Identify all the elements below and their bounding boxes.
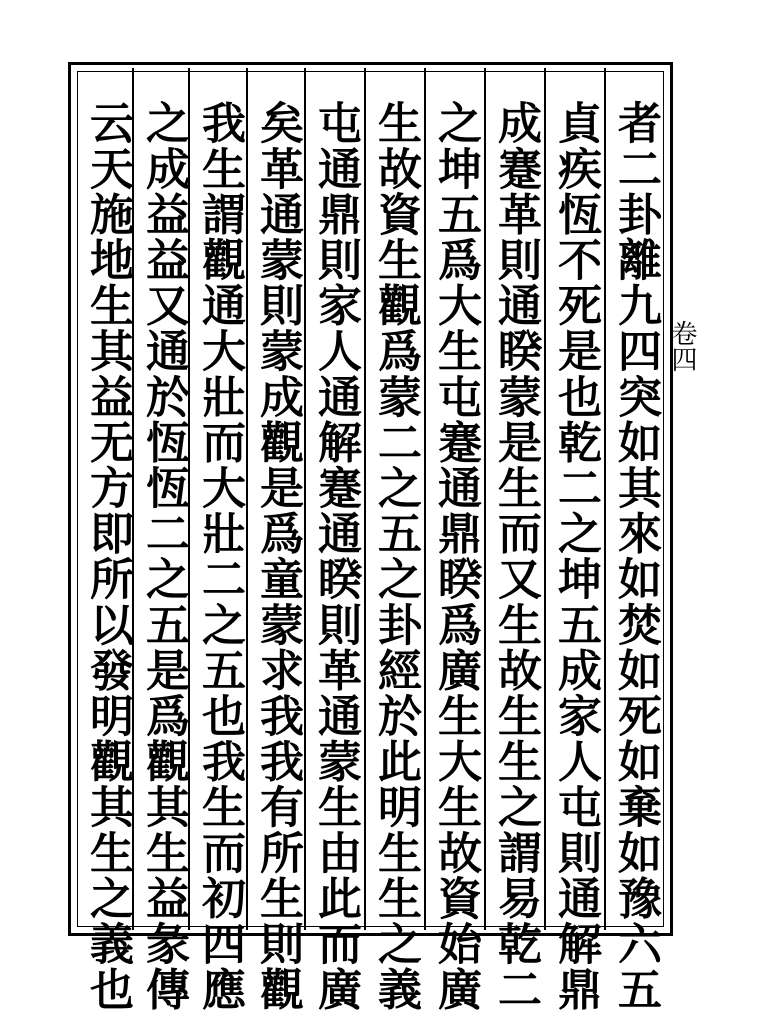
column-rule — [604, 68, 606, 930]
column-rule — [246, 68, 248, 930]
text-column-1: 者二卦離九四突如其來如焚如死如棄如豫六五 — [610, 100, 661, 1012]
text-column-2: 貞疾恆不死是也乾二之坤五成家人屯則通解鼎 — [550, 100, 601, 1012]
text-column-10: 云天施地生其益无方即所以發明觀其生之義也 — [82, 100, 133, 1012]
text-column-6: 屯通鼎則家人通解蹇通睽則革通蒙生由此而廣 — [310, 100, 361, 1012]
column-rule — [484, 68, 486, 930]
text-column-5: 生故資生觀爲蒙二之五之卦經於此明生生之義 — [370, 100, 421, 1012]
text-column-8: 我生謂觀通大壯而大壯二之五也我生而初四應 — [194, 100, 245, 1012]
text-column-4: 之坤五爲大生屯蹇通鼎睽爲廣生大生故資始廣 — [430, 100, 481, 1012]
text-column-7: 矣革通蒙則蒙成觀是爲童蒙求我我有所生則觀 — [252, 100, 303, 1012]
column-rule — [424, 68, 426, 930]
text-column-3: 成蹇革則通睽蒙是生而又生故生生之謂易乾二 — [490, 100, 541, 1012]
column-rule — [544, 68, 546, 930]
column-rule — [304, 68, 306, 930]
column-rule — [364, 68, 366, 930]
text-column-9: 之成益益又通於恆恆二之五是爲觀其生益彖傳 — [138, 100, 189, 1012]
margin-mark: 卷四 — [667, 320, 697, 372]
